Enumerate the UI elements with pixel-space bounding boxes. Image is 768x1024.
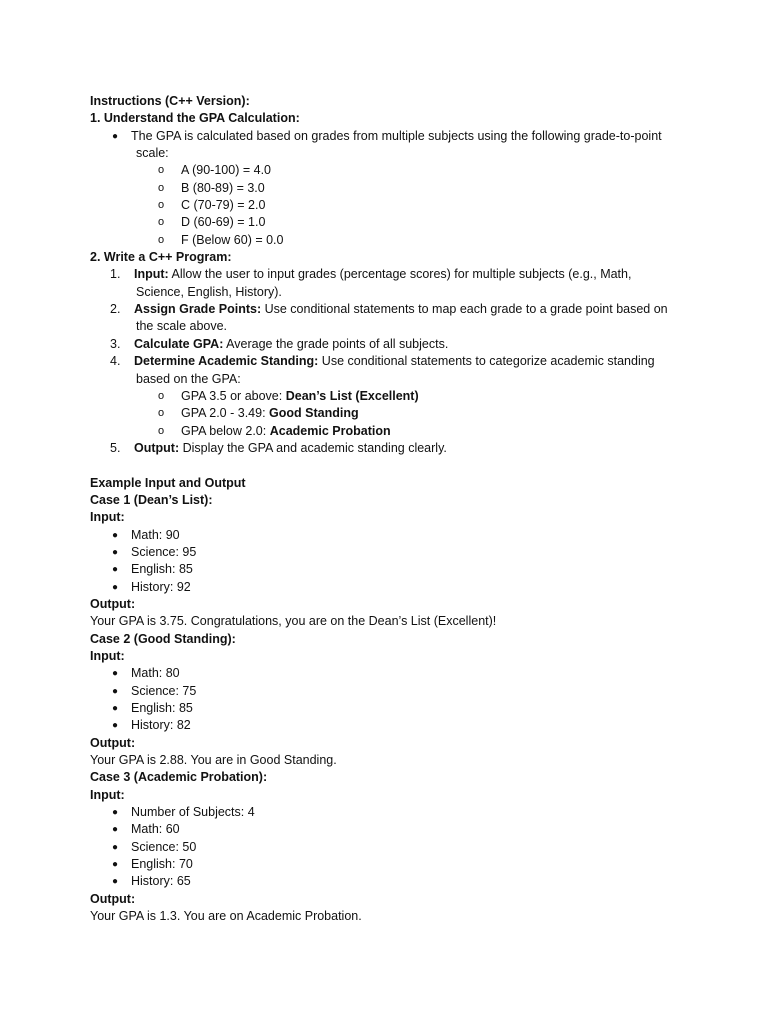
scale-item-text: F (Below 60) = 0.0 xyxy=(181,232,284,247)
standing-status: Academic Probation xyxy=(269,423,391,438)
bullet-icon: ● xyxy=(112,807,119,819)
step-text: Use conditional statements to map each grade to a grade point based on xyxy=(264,302,668,317)
input-item xyxy=(90,856,690,873)
step-text: Use conditional statements to categorize academic standing xyxy=(321,354,655,369)
input-label: Input: xyxy=(90,787,125,802)
input-item-text: English: 85 xyxy=(131,701,193,716)
input-item-text: Science: 95 xyxy=(131,544,197,559)
list-item-continuation: scale: xyxy=(136,146,169,161)
bullet-icon: ● xyxy=(112,546,119,558)
circle-bullet-icon: o xyxy=(158,424,165,437)
circle-bullet-icon: o xyxy=(158,181,165,194)
input-item-text: History: 92 xyxy=(131,579,191,594)
standing-status: Good Standing xyxy=(269,406,359,421)
standing-item xyxy=(90,405,690,422)
scale-item-text: C (70-79) = 2.0 xyxy=(181,198,266,213)
bullet-icon: ● xyxy=(112,720,119,732)
step-number: 4. xyxy=(110,354,121,369)
scale-item xyxy=(90,162,690,179)
bullet-icon: ● xyxy=(112,130,119,142)
examples-heading: Example Input and Output xyxy=(90,475,246,490)
step-label: Calculate GPA: xyxy=(134,336,224,351)
scale-item xyxy=(90,232,690,249)
step-label: Input: xyxy=(134,267,169,282)
standing-criteria: GPA below 2.0: xyxy=(181,423,267,438)
case-title: Case 1 (Dean’s List): xyxy=(90,492,213,507)
circle-bullet-icon: o xyxy=(158,199,165,212)
step-label: Output: xyxy=(134,440,180,455)
standing-item xyxy=(90,388,690,405)
input-item-text: Math: 90 xyxy=(131,527,180,542)
step-number: 3. xyxy=(110,336,121,351)
bullet-icon: ● xyxy=(112,685,119,697)
list-item-text: The GPA is calculated based on grades from multiple subjects using the following grade-to-point xyxy=(131,128,662,143)
document-title: Instructions (C++ Version): xyxy=(90,94,250,108)
output-label: Output: xyxy=(90,596,136,611)
input-item-text: Math: 80 xyxy=(131,666,180,681)
output-text: Your GPA is 1.3. You are on Academic Probation. xyxy=(90,909,362,924)
circle-bullet-icon: o xyxy=(158,164,165,177)
scale-item xyxy=(90,214,690,231)
step-label: Determine Academic Standing: xyxy=(134,354,319,369)
spacer xyxy=(90,457,690,474)
input-label: Input: xyxy=(90,649,125,663)
input-item xyxy=(90,821,690,838)
list-item xyxy=(90,128,690,145)
step-number: 2. xyxy=(110,302,121,317)
step-continuation: Science, English, History). xyxy=(136,284,282,299)
bullet-icon: ● xyxy=(112,668,119,680)
step-continuation: the scale above. xyxy=(136,319,228,334)
section-2-heading: 2. Write a C++ Program: xyxy=(90,250,232,265)
step-item xyxy=(90,353,690,370)
circle-bullet-icon: o xyxy=(158,233,165,246)
section-1-heading: 1. Understand the GPA Calculation: xyxy=(90,111,300,126)
step-text: Allow the user to input grades (percentage scores) for multiple subjects (e.g., Math, xyxy=(171,267,632,282)
input-item-text: Science: 75 xyxy=(131,683,197,698)
input-item-text: English: 85 xyxy=(131,562,193,577)
scale-item-text: A (90-100) = 4.0 xyxy=(181,163,271,178)
standing-status: Dean’s List (Excellent) xyxy=(285,388,419,403)
input-item xyxy=(90,717,690,734)
circle-bullet-icon: o xyxy=(158,216,165,229)
bullet-icon: ● xyxy=(112,581,119,593)
standing-criteria: GPA 3.5 or above: xyxy=(181,388,283,403)
input-item xyxy=(90,579,690,596)
input-item xyxy=(90,527,690,544)
step-number: 1. xyxy=(110,267,121,282)
step-text: Average the grade points of all subjects. xyxy=(226,336,449,351)
input-item xyxy=(90,839,690,856)
standing-criteria: GPA 2.0 - 3.49: xyxy=(181,406,266,421)
input-item-text: History: 65 xyxy=(131,874,191,889)
input-item xyxy=(90,683,690,700)
input-item xyxy=(90,700,690,717)
step-item xyxy=(90,336,690,353)
scale-item-text: B (80-89) = 3.0 xyxy=(181,180,265,195)
input-item xyxy=(90,804,690,821)
input-item xyxy=(90,544,690,561)
output-label: Output: xyxy=(90,891,136,906)
input-item-text: Number of Subjects: 4 xyxy=(131,805,255,820)
case-title: Case 3 (Academic Probation): xyxy=(90,770,268,785)
bullet-icon: ● xyxy=(112,703,119,715)
scale-item xyxy=(90,180,690,197)
circle-bullet-icon: o xyxy=(158,407,165,420)
input-label: Input: xyxy=(90,510,125,525)
circle-bullet-icon: o xyxy=(158,389,165,402)
bullet-icon: ● xyxy=(112,876,119,888)
input-item xyxy=(90,873,690,890)
input-item xyxy=(90,665,690,682)
input-item-text: Science: 50 xyxy=(131,839,197,854)
input-item-text: History: 82 xyxy=(131,718,191,733)
standing-item xyxy=(90,423,690,440)
case-title: Case 2 (Good Standing): xyxy=(90,631,236,646)
step-text: Display the GPA and academic standing clearly. xyxy=(182,440,447,455)
bullet-icon: ● xyxy=(112,841,119,853)
bullet-icon: ● xyxy=(112,564,119,576)
input-item-text: English: 70 xyxy=(131,857,193,872)
step-number: 5. xyxy=(110,440,121,455)
step-item xyxy=(90,440,690,457)
bullet-icon: ● xyxy=(112,859,119,871)
input-item-text: Math: 60 xyxy=(131,822,180,837)
bullet-icon: ● xyxy=(112,529,119,541)
bullet-icon: ● xyxy=(112,824,119,836)
step-label: Assign Grade Points: xyxy=(134,302,262,317)
step-continuation: based on the GPA: xyxy=(136,371,241,386)
input-item xyxy=(90,561,690,578)
step-item xyxy=(90,266,690,283)
output-text: Your GPA is 3.75. Congratulations, you are on the Dean’s List (Excellent)! xyxy=(90,614,497,629)
scale-item xyxy=(90,197,690,214)
output-text: Your GPA is 2.88. You are in Good Standing. xyxy=(90,753,337,768)
document-body xyxy=(90,93,690,926)
output-label: Output: xyxy=(90,735,136,750)
step-item xyxy=(90,301,690,318)
scale-item-text: D (60-69) = 1.0 xyxy=(181,215,266,230)
